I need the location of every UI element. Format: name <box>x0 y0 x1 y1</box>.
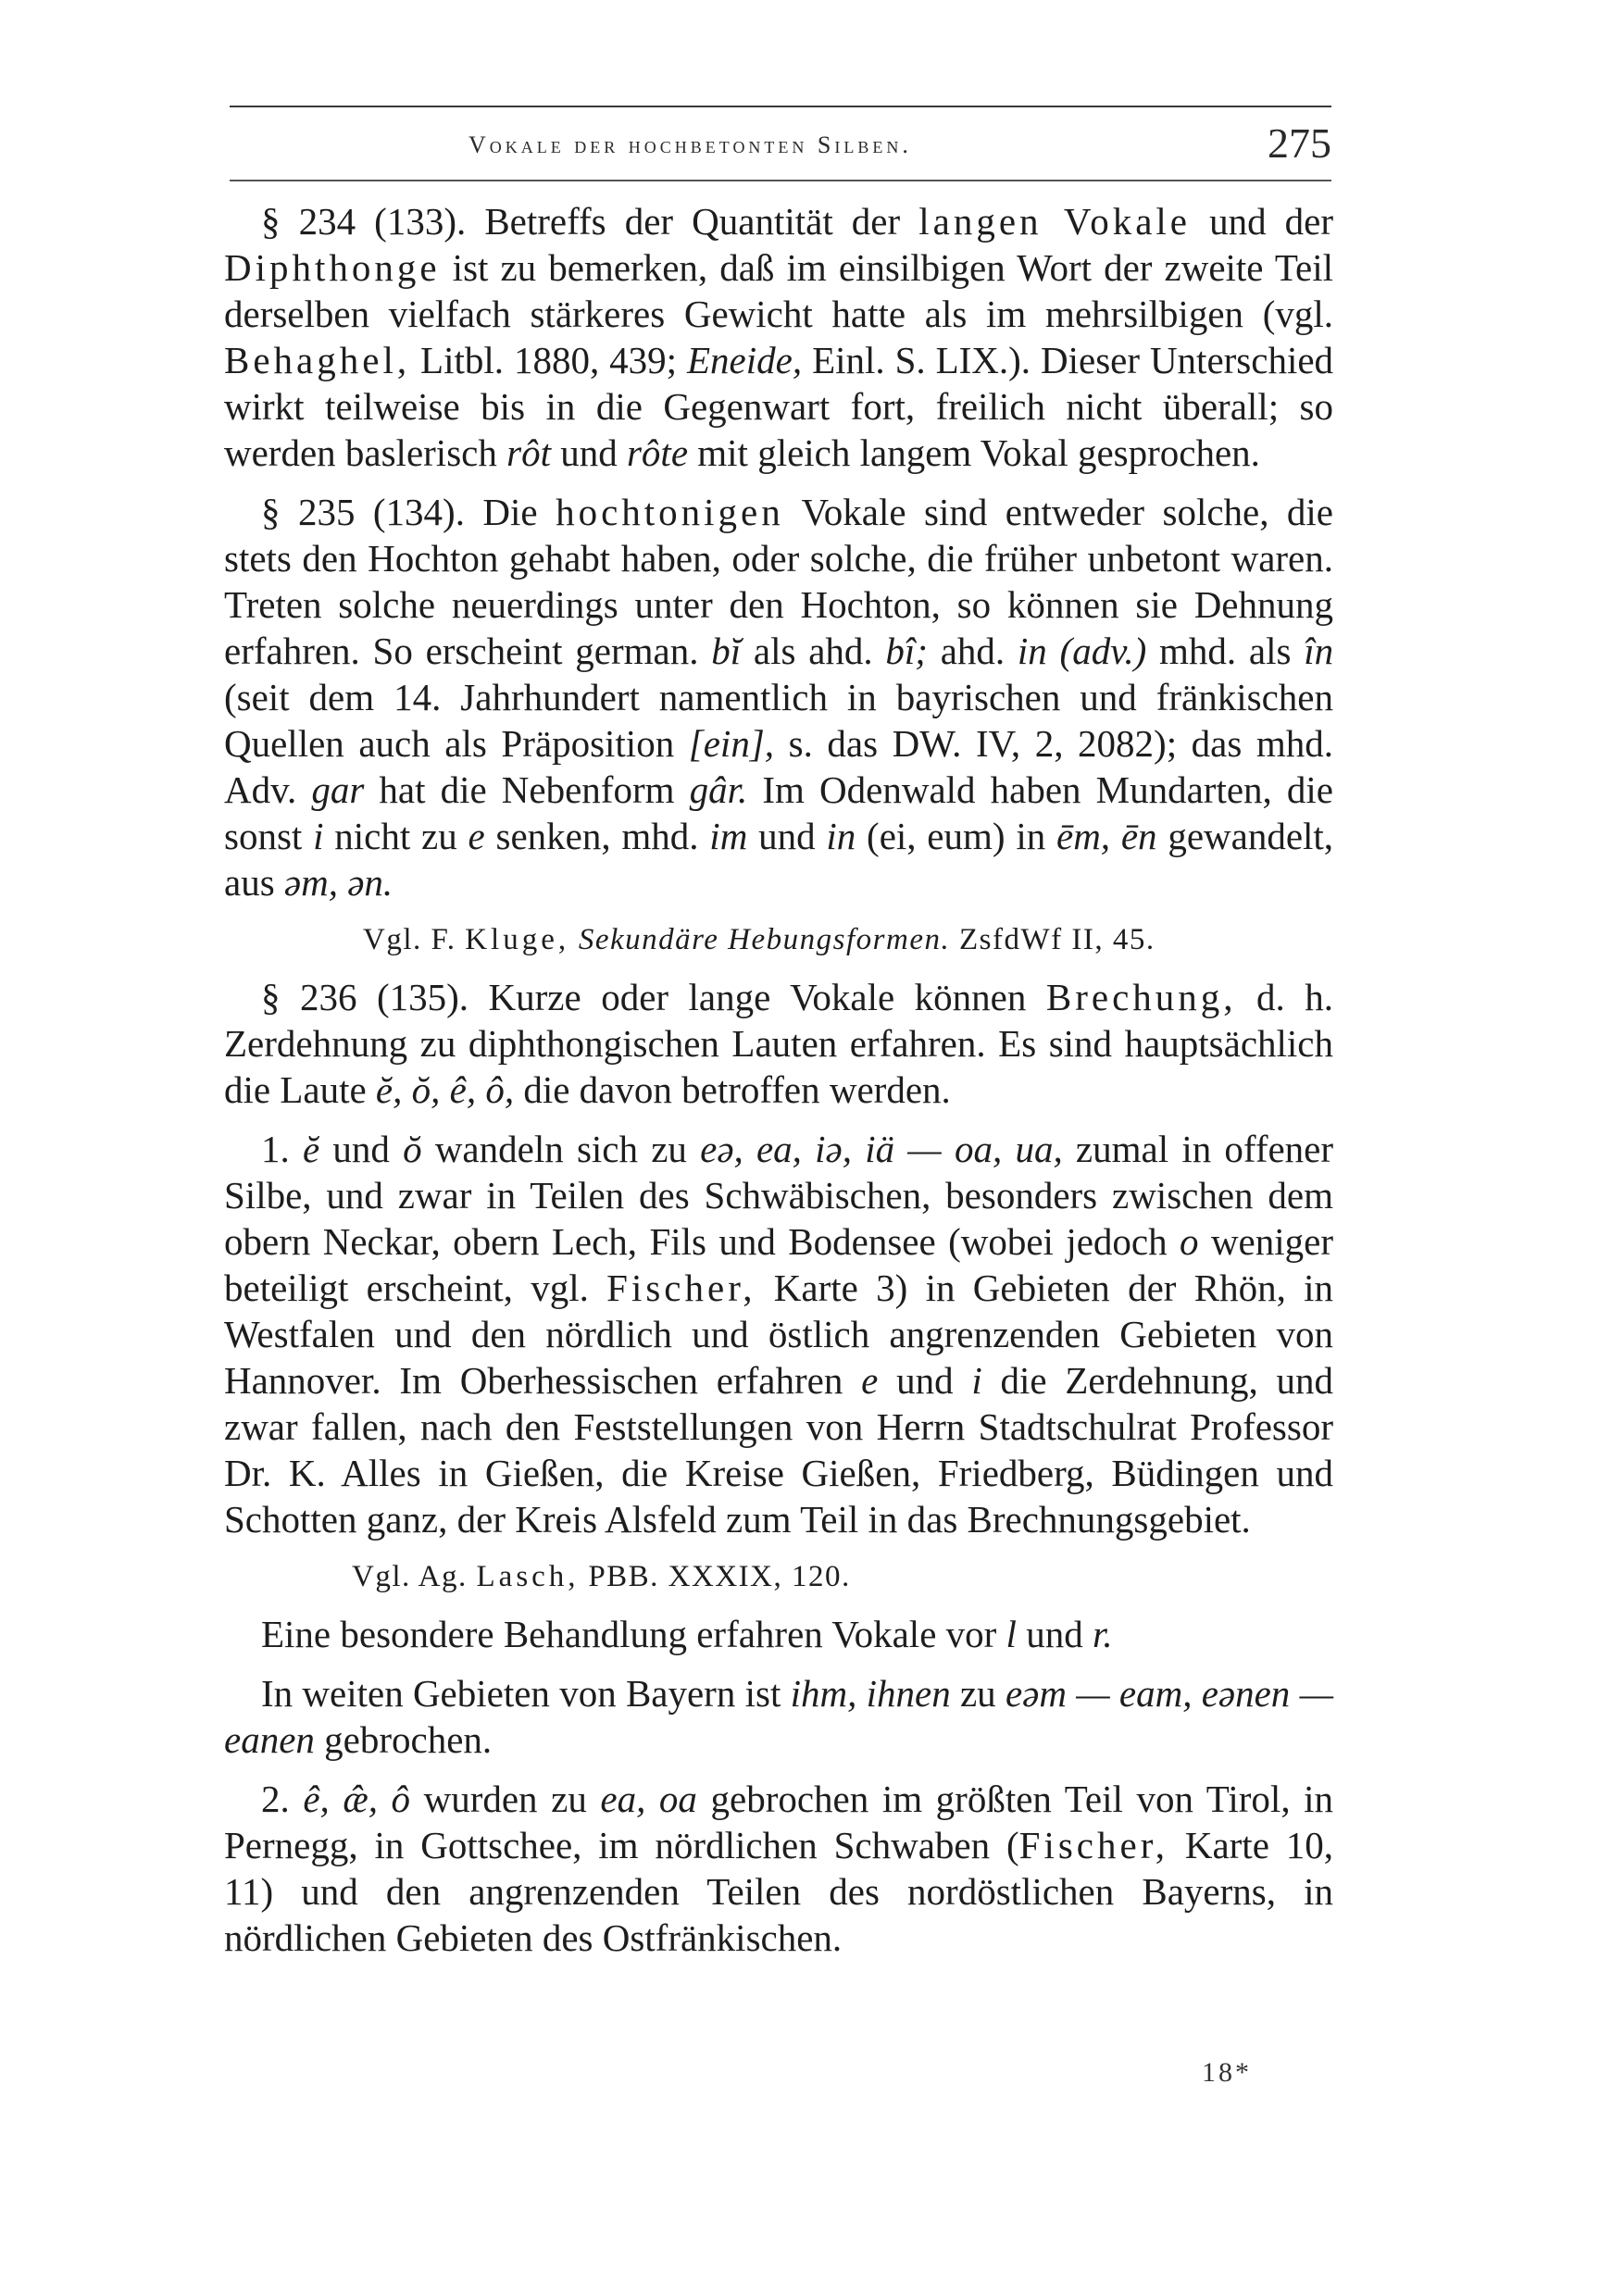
spaced-term: Diphthonge <box>224 246 441 289</box>
italic-term: im <box>709 815 748 857</box>
italic-term: əm, ən. <box>283 861 394 904</box>
text: gebrochen im größten Teil von Tirol, in Pernegg, in Gottschee, im nördlichen Schwaben ( <box>224 1778 1334 1866</box>
italic-term: [ein], <box>688 722 775 765</box>
italic-term: ihm, ihnen <box>790 1672 951 1715</box>
text: nicht zu <box>334 815 457 857</box>
paragraph-l-r <box>224 1611 1333 1657</box>
italic-term: o <box>1180 1220 1199 1263</box>
paragraph-235 <box>224 489 1333 905</box>
italic-term: i <box>971 1359 982 1402</box>
italic-term: eə, ea, iə, iä — oa, ua, <box>700 1128 1063 1170</box>
text: senken, mhd. <box>495 815 699 857</box>
paragraph-bayern <box>224 1670 1333 1763</box>
header-rule-bottom <box>230 180 1331 181</box>
italic-term: l <box>1006 1613 1017 1655</box>
text: wandeln sich zu <box>434 1128 687 1170</box>
italic-term: ea, oa <box>600 1778 697 1820</box>
text: gewandelt, aus <box>224 815 1334 904</box>
text: ZsfdWf II, 45. <box>959 923 1156 956</box>
author-name: Behaghel, <box>224 339 411 381</box>
text: zumal in offener Silbe, und zwar in Teilen des Schwäbischen, besonders zwischen dem obern Neckar, obern Lech, Fils und Bodensee (wobei jedoch <box>224 1128 1334 1263</box>
italic-term: i <box>313 815 324 857</box>
text: die davon betroffen werden. <box>523 1068 951 1111</box>
italic-term: in <box>1017 630 1047 672</box>
literature-reference-236 <box>224 1555 1333 1598</box>
text: und der <box>1209 200 1334 243</box>
italic-term: eəm — eam, eənen — eanen <box>224 1672 1334 1761</box>
text: Die <box>482 491 538 533</box>
author-name: Fischer, <box>606 1267 756 1309</box>
running-head <box>230 119 1331 174</box>
text: und <box>560 431 618 474</box>
italic-term: rôte <box>626 431 689 474</box>
italic-term: bî; <box>885 630 928 672</box>
author-name: Kluge, <box>465 923 570 956</box>
italic-term: ēm, ēn <box>1056 815 1157 857</box>
text: und <box>1026 1613 1083 1655</box>
italic-term: r. <box>1092 1613 1113 1655</box>
text: Vgl. Ag. <box>352 1560 468 1593</box>
page-number: 275 <box>1268 119 1331 167</box>
text: weniger beteiligt erscheint, vgl. <box>224 1220 1334 1309</box>
italic-term: ŏ <box>403 1128 422 1170</box>
list-number: 2. <box>261 1778 290 1820</box>
italic-term: e <box>468 815 485 857</box>
spaced-term: langen Vokale <box>918 200 1191 243</box>
text: als ahd. <box>753 630 873 672</box>
spaced-term: hochtonigen <box>556 491 784 533</box>
section-label: § 234 (133). <box>261 200 467 243</box>
text: s. das DW. IV, 2, 2082); das mhd. Adv. <box>224 722 1334 811</box>
text: d. h. Zerdehnung zu diphthongischen Lauten erfahren. Es sind hauptsächlich die Laute <box>224 976 1334 1111</box>
text: und <box>332 1128 390 1170</box>
text: die Zerdehnung, und zwar fallen, nach den Feststellungen von Herrn Stadtschulrat Professor Dr. K. Alles in Gießen, die Kreise Gießen, Friedberg, Büdingen und Schotten ganz, der Kreis Alsfeld zum Teil in das Brechnungsgebiet. <box>224 1359 1333 1541</box>
text: In weiten Gebieten von Bayern ist <box>261 1672 781 1715</box>
italic-term: e <box>861 1359 879 1402</box>
text: Kurze oder lange Vokale können <box>488 976 1027 1018</box>
paragraph-236 <box>224 974 1333 1113</box>
italic-term: ĕ, ŏ, ê, ô, <box>375 1068 515 1111</box>
paragraph-234 <box>224 198 1333 476</box>
spaced-term: Brechung, <box>1045 976 1237 1018</box>
italic-term: în <box>1304 630 1334 672</box>
text: Im Odenwald haben Mundarten, die sonst <box>224 768 1334 857</box>
author-name: Fischer, <box>1018 1824 1168 1866</box>
text: Vokale sind entweder solche, die stets den Hochton gehabt haben, oder solche, die früher unbetont waren. Treten solche neuerdings unter den Hochton, so können sie Dehnung erfahren. So erscheint german. <box>224 491 1334 672</box>
paragraph-236-1 <box>224 1126 1333 1542</box>
italic-term: gâr. <box>689 768 748 811</box>
text: zu <box>959 1672 996 1715</box>
italic-term: bĭ <box>711 630 742 672</box>
text: ist zu bemerken, daß im einsilbigen Wort der zweite Teil derselben vielfach stärkeres Gewicht hatte als im mehrsilbigen (vgl. <box>224 246 1333 335</box>
text: ahd. <box>940 630 1006 672</box>
author-name: Lasch, <box>476 1560 580 1593</box>
italic-term: ê, æ̂, ô <box>303 1778 411 1820</box>
italic-term: ĕ <box>302 1128 320 1170</box>
text: PBB. XXXIX, 120. <box>588 1560 851 1593</box>
text: gebrochen. <box>324 1718 493 1761</box>
text: Litbl. 1880, 439; <box>420 339 678 381</box>
text: hat die Nebenform <box>379 768 675 811</box>
section-label: § 235 (134). <box>261 491 465 533</box>
running-head-title: Vokale der hochbetonten Silben. <box>468 131 912 158</box>
header-rule-top <box>230 106 1331 107</box>
text: Betreffs der Quantität der <box>484 200 901 243</box>
italic-title: Sekundäre Hebungsformen. <box>578 923 951 956</box>
text: (seit dem 14. Jahrhundert namentlich in bayrischen und fränkischen Quellen auch als Präposition <box>224 676 1333 765</box>
text: Eine besondere Behandlung erfahren Vokale vor <box>261 1613 997 1655</box>
signature-mark: 18* <box>1202 2057 1252 2088</box>
text: und <box>896 1359 954 1402</box>
section-label: § 236 (135). <box>261 976 469 1018</box>
italic-term: rôt <box>506 431 551 474</box>
text: mhd. als <box>1159 630 1292 672</box>
text: Karte 3) in Gebieten der Rhön, in Westfalen und den nördlich und östlich angrenzenden Gebieten von Hannover. Im Oberhessischen erfahren <box>224 1267 1334 1402</box>
text: und <box>758 815 816 857</box>
text: wurden zu <box>423 1778 587 1820</box>
italic-term: Eneide, <box>687 339 803 381</box>
paragraph-236-2 <box>224 1776 1333 1961</box>
italic-term: gar <box>311 768 365 811</box>
text: Karte 10, 11) und den angrenzenden Teilen des nordöstlichen Bayerns, in nördlichen Gebieten des Ostfränkischen. <box>224 1824 1334 1959</box>
body-text <box>224 198 1333 1974</box>
text: Einl. S. LIX.). Dieser Unterschied wirkt teilweise bis in die Gegenwart fort, freilich nicht überall; so werden baslerisch <box>224 339 1334 474</box>
text: Vgl. F. <box>363 923 456 956</box>
text: mit gleich langem Vokal gesprochen. <box>697 431 1260 474</box>
literature-reference-235 <box>224 918 1333 961</box>
italic-term: (adv.) <box>1059 630 1147 672</box>
text: (ei, eum) in <box>867 815 1046 857</box>
list-number: 1. <box>261 1128 290 1170</box>
italic-term: in <box>826 815 856 857</box>
